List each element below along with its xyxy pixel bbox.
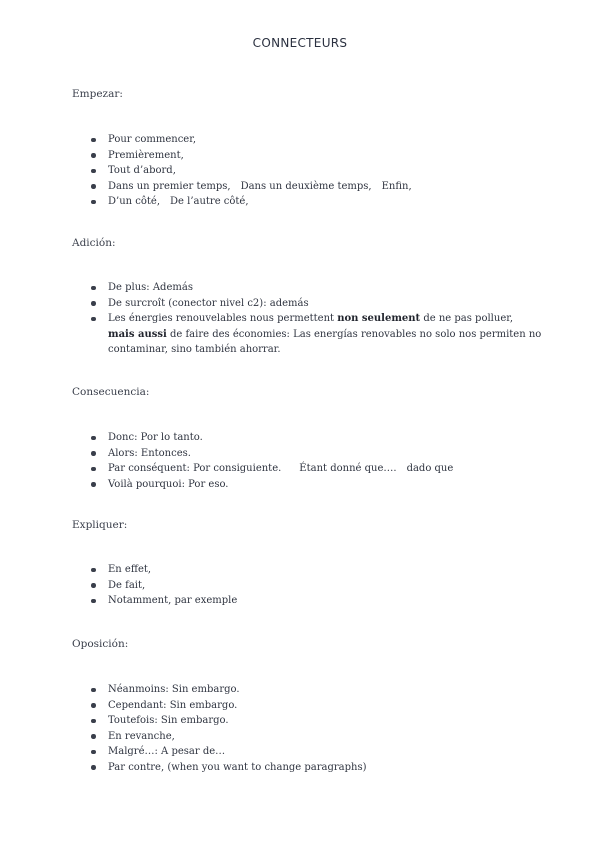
bullet-icon bbox=[91, 184, 96, 189]
bullet-icon bbox=[91, 583, 96, 588]
section-consecuencia bbox=[72, 385, 542, 492]
section-oposicion bbox=[72, 637, 542, 775]
bullet-icon bbox=[91, 482, 96, 487]
bullet-icon bbox=[91, 568, 96, 573]
bullet-icon bbox=[91, 765, 96, 770]
list-item: De fait, bbox=[72, 578, 542, 594]
list-item: Toutefois: Sin embargo. bbox=[72, 713, 542, 729]
list-empezar bbox=[72, 132, 542, 210]
bullet-icon bbox=[91, 750, 96, 755]
list-item: En revanche, bbox=[72, 729, 542, 745]
bullet-icon bbox=[91, 286, 96, 291]
list-expliquer bbox=[72, 562, 542, 609]
list-item: Voilà pourquoi: Por eso. bbox=[72, 477, 542, 493]
list-item: Premièrement, bbox=[72, 148, 542, 164]
bullet-icon bbox=[91, 301, 96, 306]
list-item: Néanmoins: Sin embargo. bbox=[72, 682, 542, 698]
list-oposicion bbox=[72, 682, 542, 775]
list-item: Tout d’abord, bbox=[72, 163, 542, 179]
list-item: Les énergies renouvelables nous permettent non seulement de ne pas polluer, mais aussi de faire des économies: Las energías renovables no solo nos permiten no contaminar, sino también ahorrar. bbox=[72, 311, 542, 358]
list-item: Notamment, par exemple bbox=[72, 593, 542, 609]
bullet-icon bbox=[91, 703, 96, 708]
list-item: D’un côté, De l’autre côté, bbox=[72, 194, 542, 210]
section-heading-oposicion: Oposición: bbox=[72, 638, 129, 650]
bullet-icon bbox=[91, 169, 96, 174]
section-heading-empezar: Empezar: bbox=[72, 88, 123, 100]
section-heading-consecuencia: Consecuencia: bbox=[72, 386, 150, 398]
list-item: Malgré…: A pesar de… bbox=[72, 744, 542, 760]
list-item: Par conséquent: Por consiguiente. Étant donné que…. dado que bbox=[72, 461, 542, 477]
bullet-icon bbox=[91, 719, 96, 724]
section-adicion bbox=[72, 236, 542, 358]
list-item: En effet, bbox=[72, 562, 542, 578]
section-heading-adicion: Adición: bbox=[72, 237, 116, 249]
bullet-icon bbox=[91, 467, 96, 472]
list-item: Cependant: Sin embargo. bbox=[72, 698, 542, 714]
list-item: De plus: Además bbox=[72, 280, 542, 296]
list-item: Donc: Por lo tanto. bbox=[72, 430, 542, 446]
section-heading-expliquer: Expliquer: bbox=[72, 519, 128, 531]
section-empezar bbox=[72, 87, 542, 210]
bullet-icon bbox=[91, 138, 96, 143]
list-item: Par contre, (when you want to change paragraphs) bbox=[72, 760, 542, 776]
list-item: Alors: Entonces. bbox=[72, 446, 542, 462]
list-consecuencia bbox=[72, 430, 542, 492]
bullet-icon bbox=[91, 436, 96, 441]
page-title: CONNECTEURS bbox=[252, 36, 348, 50]
bullet-icon bbox=[91, 317, 96, 322]
list-item: De surcroît (conector nivel c2): además bbox=[72, 296, 542, 312]
bullet-icon bbox=[91, 688, 96, 693]
bullet-icon bbox=[91, 451, 96, 456]
bullet-icon bbox=[91, 200, 96, 205]
section-expliquer bbox=[72, 518, 542, 609]
list-item: Dans un premier temps, Dans un deuxième temps, Enfin, bbox=[72, 179, 542, 195]
bullet-icon bbox=[91, 153, 96, 158]
list-adicion bbox=[72, 280, 542, 358]
bullet-icon bbox=[91, 599, 96, 604]
list-item: Pour commencer, bbox=[72, 132, 542, 148]
bullet-icon bbox=[91, 734, 96, 739]
